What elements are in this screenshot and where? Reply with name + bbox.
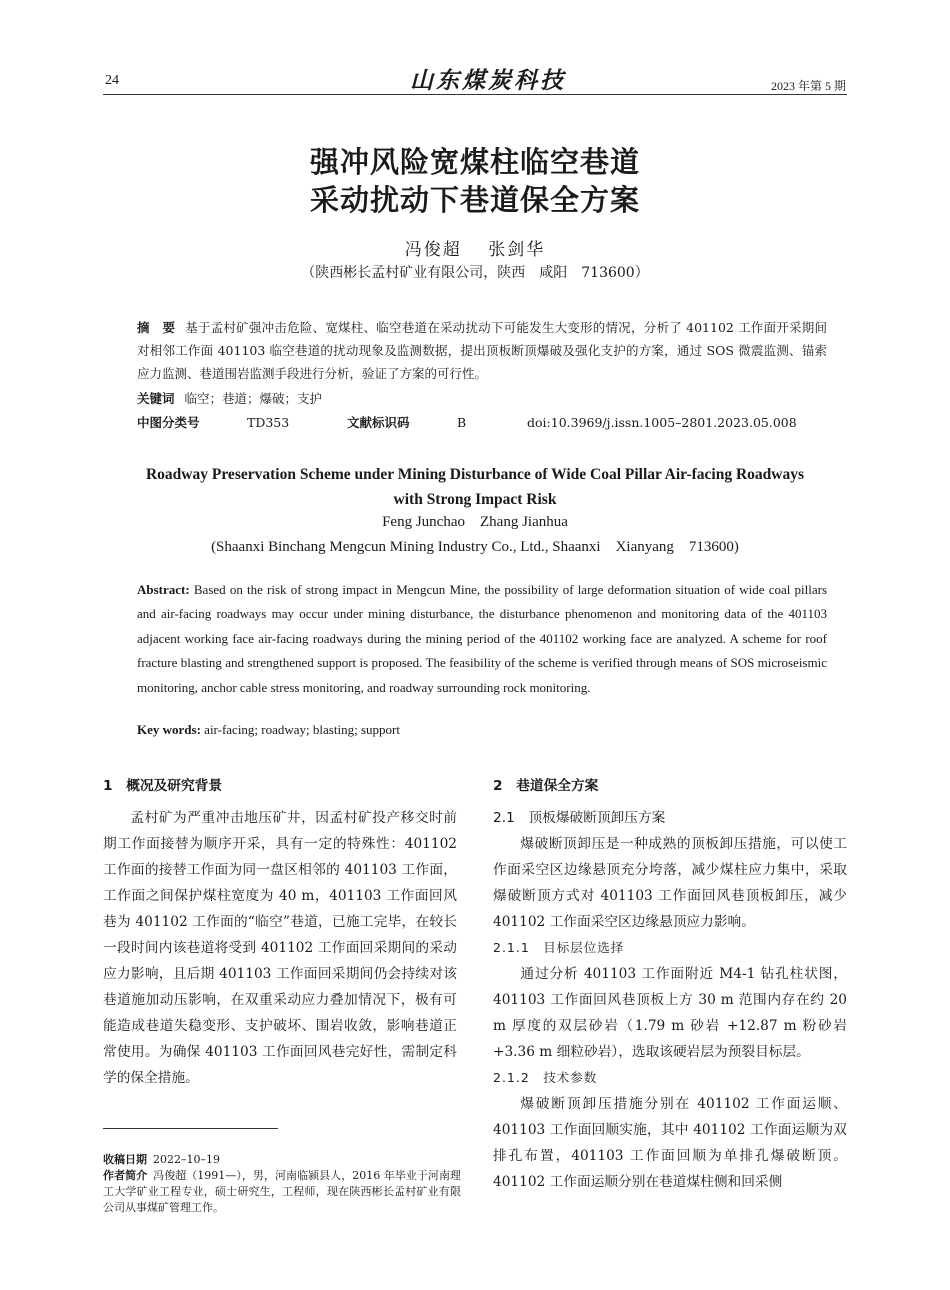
issue-label: 2023 年第 5 期: [770, 79, 846, 93]
right-column: [493, 773, 847, 1195]
cn-abstract-label: 摘 要: [137, 320, 176, 335]
cn-abstract: [137, 316, 827, 385]
subsection-2-1-heading: 2.1 顶板爆破断顶卸压方案: [493, 810, 666, 826]
clc-label: 中图分类号: [137, 415, 200, 430]
header-rule: [103, 94, 847, 95]
clc-value: TD353: [247, 415, 290, 430]
classification-row: [137, 411, 827, 434]
section-2-heading: 2 巷道保全方案: [493, 778, 599, 794]
section-1-paragraph: 孟村矿为严重冲击地压矿井，因孟村矿投产移交时前期工作面接替为顺序开采，具有一定的特殊性：401102 工作面的接替工作面为同一盘区相邻的 401103 工作面，工作面之间保护煤柱宽度为 40 m，401103 工作面回风巷为 401102 工作面的“临空”巷道，已施工完毕，在较长一段时间内该巷道将受到 401102 工作面回采期间的采动应力影响，且后期 401103 工作面回采期间仍会持续对该巷道施加动压影响，在双重采动应力叠加情况下，极有可能造成巷道失稳变形、支护破坏、围岩收敛，影响巷道正常使用。为确保 401103 工作面回风巷完好性，需制定科学的保全措施。: [103, 810, 457, 1086]
doc-code-value: B: [457, 415, 467, 430]
cn-keywords-text: 临空；巷道；爆破；支护: [184, 391, 323, 406]
author-bio: [103, 1168, 461, 1216]
section-1-heading: 1 概况及研究背景: [103, 778, 223, 794]
doc-code-label: 文献标识码: [347, 415, 410, 430]
subsection-2-1-1-paragraph: 通过分析 401103 工作面附近 M4-1 钻孔柱状图，401103 工作面回风巷顶板上方 30 m 范围内存在约 20 m 厚度的双层砂岩（1.79 m 砂岩 +12.87 m 粉砂岩 +3.36 m 细粒砂岩），选取该硬岩层为预裂目标层。: [493, 966, 847, 1060]
en-authors: Feng Junchao Zhang Jianhua: [382, 514, 568, 530]
affiliation: （陕西彬长孟村矿业有限公司，陕西 咸阳 713600）: [301, 265, 649, 281]
doi: doi:10.3969/j.issn.1005–2801.2023.05.008: [527, 415, 797, 430]
en-abstract-text: Based on the risk of strong impact in Mengcun Mine, the possibility of large deformation situation of wide coal pillars and air-facing roadways may occur under mining disturbance, the disturbance phenomenon and monitoring data of the 401103 adjacent working face air-facing roadways during the mining period of the 401102 working face are analyzed. A scheme for roof fracture blasting and strengthened support is proposed. The feasibility of the scheme is verified through means of SOS microseismic monitoring, anchor cable stress monitoring, and roadway surrounding rock monitoring.: [137, 582, 827, 695]
subsection-2-1-1-heading: 2.1.1 目标层位选择: [493, 940, 625, 955]
title-line-2: 采动扰动下巷道保全方案: [309, 183, 640, 217]
received-date: [103, 1152, 461, 1168]
subsection-2-1-2-heading: 2.1.2 技术参数: [493, 1070, 598, 1085]
subsection-2-1-paragraph: 爆破断顶卸压是一种成熟的顶板卸压措施，可以使工作面采空区边缘悬顶充分垮落，减少煤柱应力集中，采取爆破断顶方式对 401103 工作面回风巷顶板卸压，减少 401102 工作面采空区边缘悬顶应力影响。: [493, 836, 847, 930]
en-affiliation: (Shaanxi Binchang Mengcun Mining Industry Co., Ltd., Shaanxi Xianyang 713600): [211, 539, 739, 555]
authors: 冯俊超 张剑华: [404, 240, 546, 260]
en-keywords-text: air-facing; roadway; blasting; support: [204, 722, 400, 737]
en-abstract-label: Abstract:: [137, 582, 190, 597]
en-keywords-label: Key words:: [137, 722, 201, 737]
left-column: [103, 773, 457, 1091]
cn-abstract-text: 基于孟村矿强冲击危险、宽煤柱、临空巷道在采动扰动下可能发生大变形的情况，分析了 401102 工作面开采期间对相邻工作面 401103 临空巷道的扰动现象及监测数据，提出顶板断顶爆破及强化支护的方案，通过 SOS 微震监测、锚索应力监测、巷道围岩监测手段进行分析，验证了方案的可行性。: [137, 320, 827, 381]
received-label: 收稿日期: [103, 1153, 147, 1166]
cn-keywords-label: 关键词: [137, 391, 175, 406]
cn-keywords: [137, 387, 827, 410]
en-title: Roadway Preservation Scheme under Mining Disturbance of Wide Coal Pillar Air-facing Roadways with Strong Impact Risk: [145, 466, 805, 508]
title-line-1: 强冲风险宽煤柱临空巷道: [309, 145, 640, 179]
received-value: 2022–10–19: [153, 1153, 220, 1166]
page-number: 24: [105, 73, 119, 88]
journal-logo: 山东煤炭科技: [410, 67, 566, 94]
bio-label: 作者简介: [103, 1169, 148, 1182]
en-keywords: [137, 722, 400, 738]
subsection-2-1-2-paragraph: 爆破断顶卸压措施分别在 401102 工作面运顺、401103 工作面回顺实施，其中 401102 工作面运顺为双排孔布置，401103 工作面回顺为单排孔爆破断顶。401102 工作面运顺分别在巷道煤柱侧和回采侧: [493, 1096, 847, 1190]
en-abstract: [137, 578, 827, 700]
bio-text: 冯俊超（1991—），男，河南临颍县人，2016 年毕业于河南理工大学矿业工程专业，硕士研究生，工程师，现在陕西彬长孟村矿业有限公司从事煤矿管理工作。: [103, 1169, 462, 1214]
footnote: [103, 1152, 461, 1216]
footnote-rule: [103, 1128, 278, 1129]
